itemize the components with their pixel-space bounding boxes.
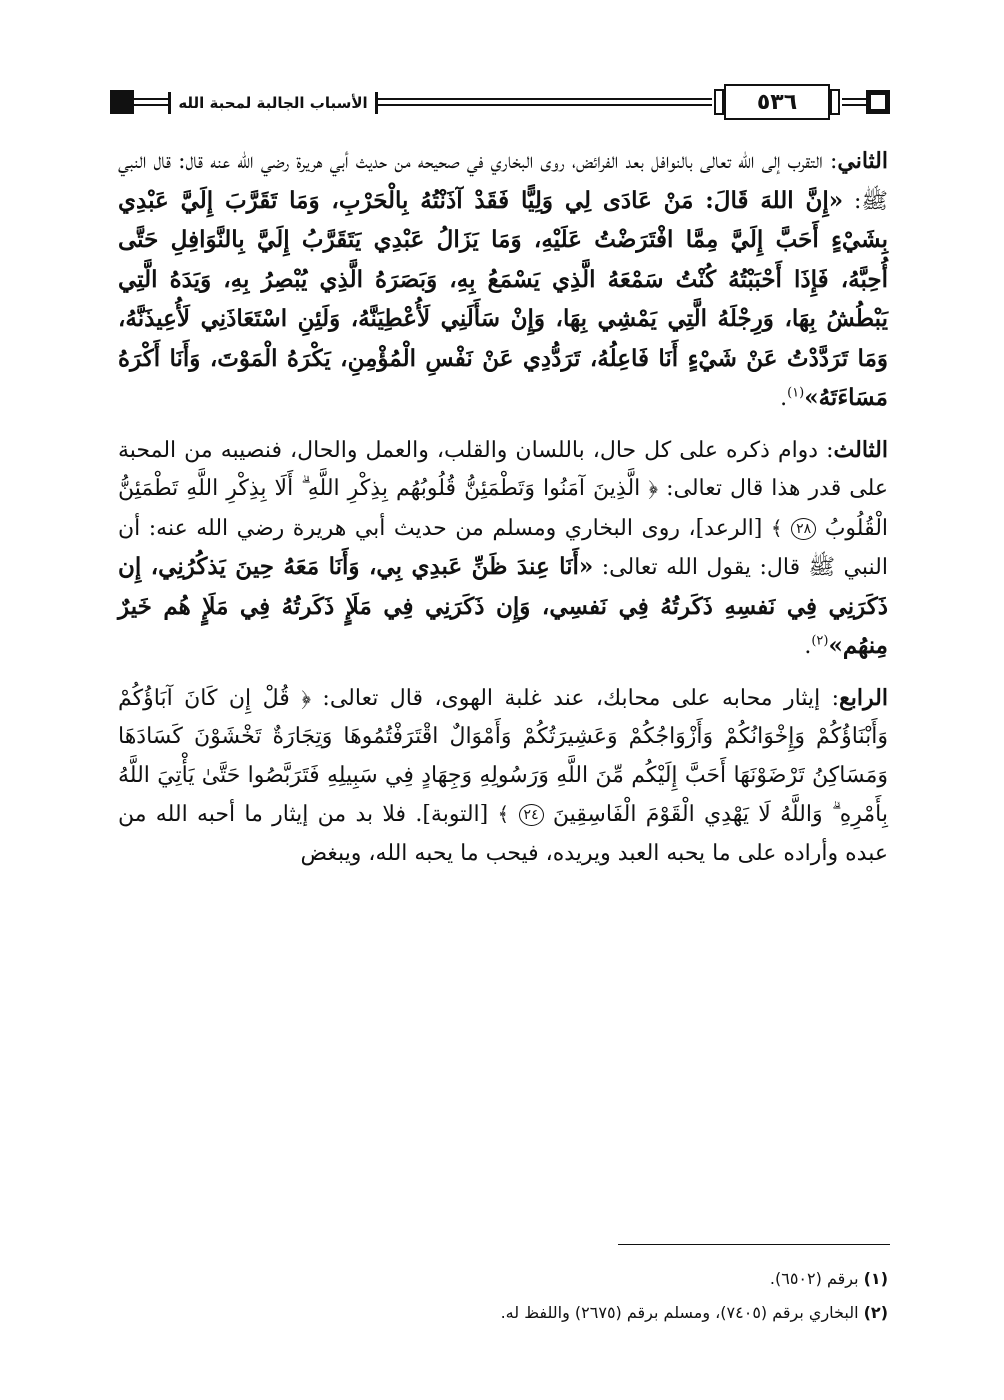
verse-number-marker: ٢٤ <box>519 804 544 826</box>
footnotes <box>118 1262 888 1330</box>
header-rule <box>842 98 866 106</box>
footnote-2 <box>118 1296 888 1330</box>
header-rule <box>134 98 170 106</box>
chapter-title: الأسباب الجالبة لمحبة الله <box>168 88 378 118</box>
page-number: ٥٣٦ <box>724 84 830 120</box>
footnote-text: البخاري برقم (٧٤٠٥)، ومسلم برقم (٢٦٧٥) واللفظ له. <box>500 1303 859 1322</box>
header-ornament-left <box>110 90 134 114</box>
punctuation: . <box>780 386 788 411</box>
section-third <box>118 431 888 667</box>
footnote-number: (٢) <box>863 1303 888 1322</box>
section-lead: الثاني <box>837 148 888 174</box>
header-rule <box>378 98 712 106</box>
punctuation: . <box>804 634 812 659</box>
main-text <box>118 142 888 885</box>
section-lead: الثالث <box>833 436 888 463</box>
quran-verse: ﴿ الَّذِينَ آمَنُوا وَتَطْمَئِنُّ قُلُوبُهُم بِذِكْرِ اللَّهِ ۗ أَلَا بِذِكْرِ اللَّهِ تَطْمَئِنُّ الْقُلُوبُ <box>118 476 889 541</box>
quran-bracket: ﴾ <box>770 515 783 540</box>
section-second <box>118 142 888 419</box>
quran-bracket: ﴾ <box>497 802 510 826</box>
section-lead: الرابع <box>839 684 888 711</box>
surah-name: [التوبة]. <box>415 802 489 827</box>
footnote-ref[interactable]: (١) <box>787 385 805 401</box>
surah-name: [الرعد]، <box>688 515 763 541</box>
hadith-text: «إِنَّ اللهَ قَالَ: مَنْ عَادَى لِي وَلِيًّا فَقَدْ آذَنْتُهُ بِالْحَرْبِ، وَمَا تَقَرَّبَ إِلَيَّ عَبْدِي بِشَيْءٍ أَحَبَّ إِلَيَّ مِمَّا افْتَرَضْتُ عَلَيْهِ، وَمَا يَزَالُ عَبْدِي يَتَقَرَّبُ إِلَيَّ بِالنَّوَافِلِ حَتَّى أُحِبَّهُ، فَإِذَا أَحْبَبْتُهُ كُنْتُ سَمْعَهُ الَّذِي يَسْمَعُ بِهِ، وَبَصَرَهُ الَّذِي يُبْصِرُ بِهِ، وَيَدَهُ الَّتِي يَبْطُشُ بِهَا، وَرِجْلَهُ الَّتِي يَمْشِي بِهَا، وَإِنْ سَأَلَنِي لَأُعْطِيَنَّهُ، وَلَئِنِ اسْتَعَاذَنِي لَأُعِيذَنَّهُ، وَمَا تَرَدَّدْتُ عَنْ شَيْءٍ أَنَا فَاعِلُهُ، تَرَدُّدِي عَنْ نَفْسِ الْمُؤْمِنِ، يَكْرَهُ الْمَوْتَ، وَأَنَا أَكْرَهُ مَسَاءَتَهُ» <box>118 186 888 411</box>
footnote-ref[interactable]: (٢) <box>811 633 829 649</box>
quran-verse: ﴿ قُلْ إِن كَانَ آبَاؤُكُمْ وَأَبْنَاؤُكُمْ وَإِخْوَانُكُمْ وَأَزْوَاجُكُمْ وَعَشِيرَتُكُمْ وَأَمْوَالٌ اقْتَرَفْتُمُوهَا وَتِجَارَةٌ تَخْشَوْنَ كَسَادَهَا وَمَسَاكِنُ تَرْضَوْنَهَا أَحَبَّ إِلَيْكُم مِّنَ اللَّهِ وَرَسُولِهِ وَجِهَادٍ فِي سَبِيلِهِ فَتَرَبَّصُوا حَتَّىٰ يَأْتِيَ اللَّهُ بِأَمْرِهِ ۗ وَاللَّهُ لَا يَهْدِي الْقَوْمَ الْفَاسِقِينَ <box>118 685 888 827</box>
footnote-separator <box>618 1244 890 1245</box>
section-fourth <box>118 679 888 874</box>
section-intro: : إيثار محابه على محابك، عند غلبة الهوى، قال تعالى: <box>322 685 840 711</box>
footnote-number: (١) <box>863 1269 888 1288</box>
section-text: روى البخاري ومسلم من حديث أبي هريرة رضي الله عنه: أن النبي ﷺ قال: يقول الله تعالى: <box>118 515 888 580</box>
header-ornament-right <box>866 90 890 114</box>
hadith-text: «أَنَا عِندَ ظَنِّ عَبدِي بِي، وَأَنَا مَعَهُ حِينَ يَذكُرُنِي، إِن ذَكَرَنِي فِي نَفسِهِ ذَكَرتُهُ فِي نَفسِي، وَإِن ذَكَرَنِي فِي مَلَإٍ ذَكَرتُهُ فِي مَلَإٍ هُم خَيرٌ مِنهُم» <box>118 553 888 659</box>
section-text: فلا بد من إيثار ما أحبه الله من عبده وأراده على ما يحبه العبد ويريده، فيحب ما يحبه الله، ويبغض <box>118 802 888 866</box>
footnote-1 <box>118 1262 888 1296</box>
section-intro: : التقرب إلى الله تعالى بالنوافل بعد الفرائض، روى البخاري في صحيحه من حديث أبي هريرة رضي الله عنه قال: قال النبي ﷺ: <box>118 149 888 214</box>
footnote-text: برقم (٦٥٠٢). <box>769 1269 859 1288</box>
section-intro: : دوام ذكره على كل حال، باللسان والقلب، والعمل والحال، فنصيبه من المحبة على قدر هذا قال تعالى: <box>118 437 888 501</box>
running-header <box>110 88 890 122</box>
verse-number-marker: ٢٨ <box>791 518 816 540</box>
